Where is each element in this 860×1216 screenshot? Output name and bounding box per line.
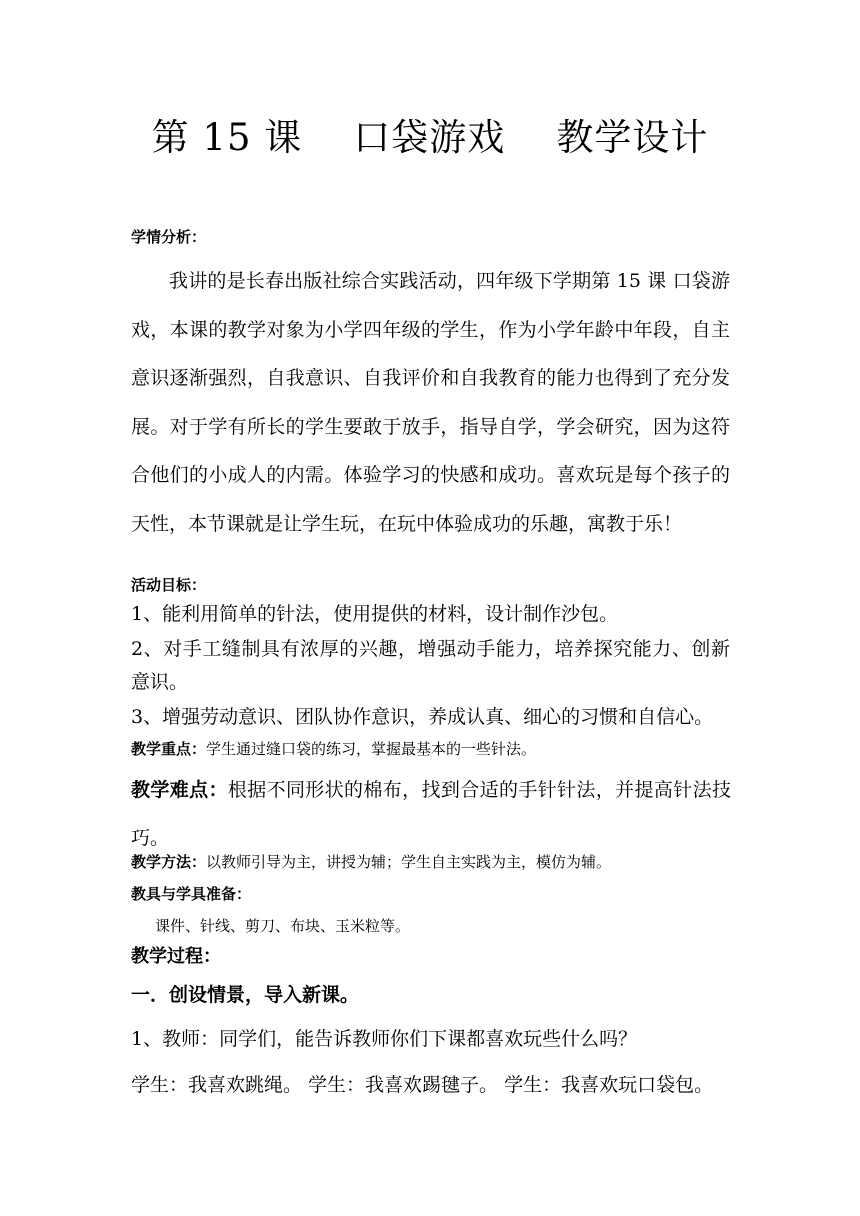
materials-heading: 教具与学具准备：: [131, 885, 252, 903]
method-text: 以教师引导为主，讲授为辅；学生自主实践为主，模仿为辅。: [206, 853, 612, 871]
goal-item-2: 2、对手工缝制具有浓厚的兴趣，增强动手能力，培养探究能力、创新意识。: [131, 638, 730, 693]
difficulty-text: 根据不同形状的棉布，找到合适的手针针法，并提高针法技巧。: [131, 779, 731, 849]
page-title: 第 15 课 口袋游戏 教学设计: [151, 116, 709, 159]
goal-item-3: 3、增强劳动意识、团队协作意识，养成认真、细心的习惯和自信心。: [131, 706, 714, 728]
materials-text: 课件、针线、剪刀、布块、玉米粒等。: [155, 917, 411, 935]
section-1-heading: 一．创设情景，导入新课。: [131, 984, 360, 1006]
goal-item-1: 1、能利用简单的针法，使用提供的材料，设计制作沙包。: [131, 603, 619, 625]
difficulty: [131, 766, 731, 862]
process-line-1: 1、教师：同学们，能告诉教师你们下课都喜欢玩些什么吗？: [131, 1028, 638, 1050]
process-line-2: 学生：我喜欢跳绳。 学生：我喜欢踢毽子。 学生：我喜欢玩口袋包。: [131, 1074, 714, 1096]
analysis-heading: 学情分析：: [131, 228, 207, 246]
key-point-label: 教学重点：: [131, 740, 207, 758]
analysis-paragraph: 我讲的是长春出版社综合实践活动，四年级下学期第 15 课 口袋游戏，本课的教学对象为小学四年级的学生，作为小学年龄中年段，自主意识逐渐强烈，自我意识、自我评价和自我教育的能力也得到了充分发展。对于学有所长的学生要敢于放手，指导自学，学会研究，因为这符合他们的小成人的内需。体验学习的快感和成功。喜欢玩是每个孩子的天性，本节课就是让学生玩，在玩中体验成功的乐趣，寓教于乐！: [131, 270, 730, 535]
difficulty-label: 教学难点：: [131, 779, 228, 801]
key-point-text: 学生通过缝口袋的练习，掌握最基本的一些针法。: [206, 740, 537, 758]
key-point: [131, 738, 731, 760]
process-heading: 教学过程：: [131, 946, 221, 967]
teaching-method: [131, 851, 731, 873]
goals-heading: 活动目标：: [131, 576, 207, 594]
method-label: 教学方法：: [131, 853, 207, 871]
